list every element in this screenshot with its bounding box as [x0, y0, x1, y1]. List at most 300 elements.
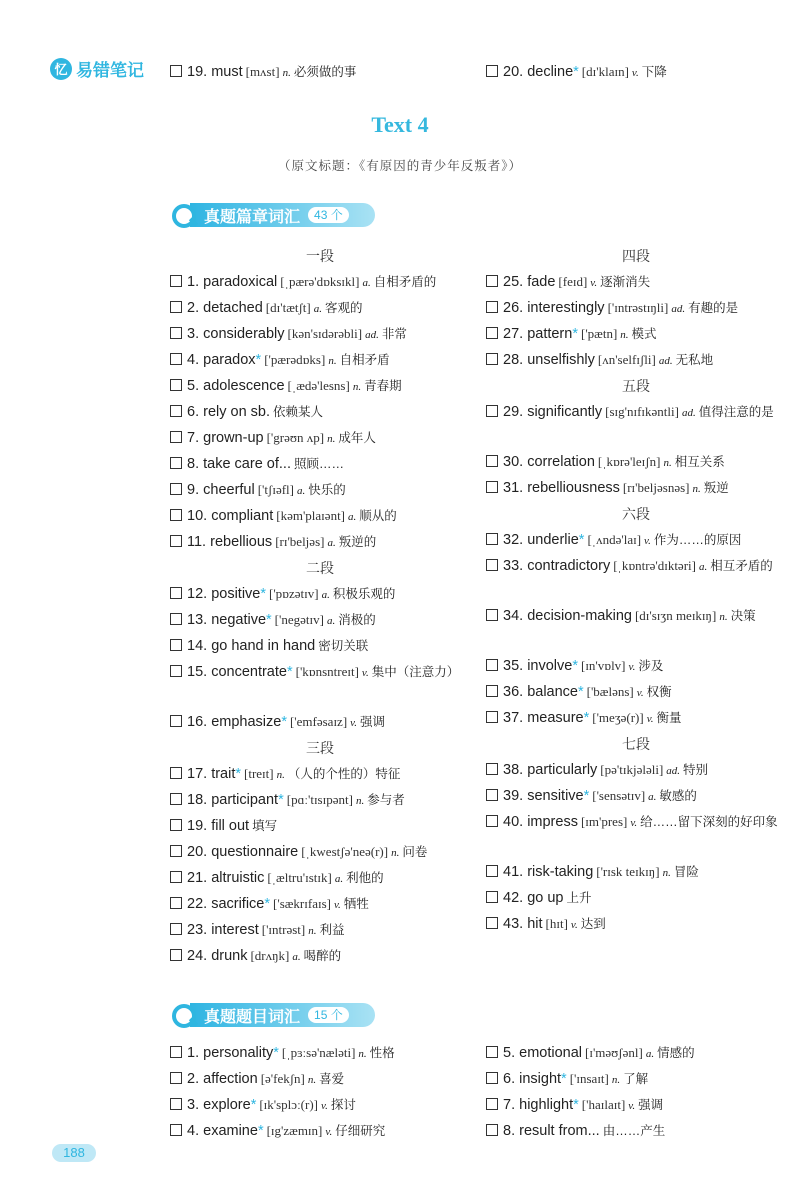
vocab-item: [486, 271, 786, 294]
paragraph-label: 七段: [622, 736, 650, 752]
part-of-speech: ad.: [658, 355, 673, 367]
meaning: 决策: [730, 609, 756, 623]
vocab-word: take care of...: [203, 456, 291, 472]
phonetic: [ˌædə'lesns]: [287, 378, 350, 393]
item-number: 36.: [503, 684, 528, 700]
meaning: 叛逆: [703, 481, 729, 495]
item-number: 34.: [503, 608, 528, 624]
checkbox[interactable]: [486, 789, 498, 801]
vocab-item: [170, 427, 470, 450]
meaning: 自相矛盾的: [373, 275, 437, 289]
star-icon: *: [578, 532, 585, 548]
part-of-speech: a.: [648, 791, 657, 803]
checkbox[interactable]: [486, 609, 498, 621]
meaning: 喜爱: [319, 1072, 345, 1086]
vocab-item: [486, 681, 786, 704]
phonetic: [mʌst]: [245, 64, 280, 79]
vocab-word: adolescence: [203, 378, 285, 394]
phonetic: [pə'tɪkjələli]: [600, 762, 664, 777]
vocab-word: cheerful: [203, 482, 255, 498]
item-number: 40.: [503, 814, 528, 830]
checkbox[interactable]: [486, 711, 498, 723]
meaning: 填写: [252, 819, 278, 833]
vocab-word: personality: [203, 1045, 274, 1061]
item-number: 18.: [187, 792, 212, 808]
page-subtitle: （原文标题：《有原因的青少年反叛者》）: [277, 159, 522, 173]
star-icon: *: [255, 352, 262, 368]
item-number: 28.: [503, 352, 528, 368]
part-of-speech: ad.: [666, 765, 681, 777]
checkbox[interactable]: [170, 405, 182, 417]
item-number: 17.: [187, 766, 212, 782]
meaning: 作为……的原因: [653, 533, 742, 547]
checkbox[interactable]: [486, 865, 498, 877]
item-number: 42.: [503, 890, 528, 906]
meaning: 无私地: [675, 353, 714, 367]
checkbox[interactable]: [170, 613, 182, 625]
star-icon: *: [235, 766, 242, 782]
part-of-speech: v.: [325, 1126, 333, 1138]
vocab-word: rely on sb.: [203, 404, 271, 420]
meaning: 权衡: [646, 685, 672, 699]
part-of-speech: a.: [362, 277, 371, 289]
checkbox[interactable]: [170, 871, 182, 883]
part-of-speech: v.: [350, 717, 357, 729]
checkbox[interactable]: [170, 1124, 182, 1136]
vocab-word: grown-up: [203, 430, 264, 446]
star-icon: *: [250, 1097, 257, 1113]
checkbox[interactable]: [170, 767, 182, 779]
item-number: 11.: [187, 534, 211, 550]
meaning: 参与者: [367, 793, 405, 807]
item-number: 3.: [187, 326, 204, 342]
vocab-word: balance: [527, 684, 578, 700]
vocab-word: emphasize: [211, 714, 282, 730]
meaning: 问卷: [402, 845, 428, 859]
phonetic: [ɪn'vɒlv]: [580, 658, 626, 673]
checkbox[interactable]: [486, 659, 498, 671]
meaning: 相互关系: [674, 455, 725, 469]
vocab-item: [170, 375, 470, 398]
part-of-speech: v.: [628, 661, 636, 673]
star-icon: *: [273, 1045, 279, 1061]
checkbox[interactable]: [486, 327, 498, 339]
vocab-word: decline: [527, 64, 574, 80]
vocab-word: rebellious: [210, 534, 273, 550]
meaning: 上升: [566, 891, 592, 905]
vocab-item: [170, 479, 470, 502]
vocab-item: [486, 401, 786, 424]
vocab-word: result from...: [519, 1123, 600, 1139]
checkbox[interactable]: [170, 301, 182, 313]
checkbox[interactable]: [486, 533, 498, 545]
item-number: 21.: [187, 870, 212, 886]
phonetic: [kəm'plaɪənt]: [276, 508, 346, 523]
vocab-word: negative: [211, 612, 267, 628]
star-icon: *: [572, 326, 578, 342]
vocab-word: examine: [203, 1123, 258, 1139]
checkbox[interactable]: [170, 509, 182, 521]
checkbox[interactable]: [170, 845, 182, 857]
vocab-item: [170, 505, 470, 528]
phonetic: ['tʃɪəfl]: [257, 482, 294, 497]
vocab-item: [486, 811, 786, 834]
checkbox[interactable]: [170, 715, 182, 727]
phonetic: ['meʒə(r)]: [592, 710, 644, 725]
vocab-item: [170, 1120, 470, 1143]
checkbox[interactable]: [170, 819, 182, 831]
part-of-speech: a.: [348, 511, 357, 523]
vocab-item: [486, 477, 786, 500]
vocab-word: underlie: [527, 532, 579, 548]
checkbox[interactable]: [170, 1098, 182, 1110]
checkbox[interactable]: [486, 65, 498, 77]
meaning: 利益: [319, 923, 345, 937]
phonetic: ['kɒnsntreɪt]: [295, 664, 359, 679]
part-of-speech: v.: [646, 713, 654, 725]
vocab-word: sacrifice: [211, 896, 265, 912]
vocab-word: interest: [211, 922, 259, 938]
item-number: 6.: [187, 404, 204, 420]
vocab-item: [170, 841, 470, 864]
item-number: 29.: [503, 404, 528, 420]
vocab-word: paradox: [203, 352, 256, 368]
vocab-item: [170, 271, 470, 294]
part-of-speech: n.: [327, 433, 336, 445]
vocab-word: go hand in hand: [211, 638, 316, 654]
item-number: 6.: [503, 1071, 520, 1087]
meaning: 牺牲: [343, 897, 369, 911]
checkbox[interactable]: [486, 301, 498, 313]
star-icon: *: [281, 714, 287, 730]
part-of-speech: v.: [631, 67, 639, 79]
item-number: 1.: [187, 1045, 204, 1061]
vocab-item: [170, 583, 470, 606]
vocab-word: affection: [203, 1071, 258, 1087]
vocab-item: [170, 61, 470, 84]
checkbox[interactable]: [170, 665, 182, 677]
vocab-item: [486, 785, 786, 808]
part-of-speech: ad.: [365, 329, 379, 341]
vocab-item: [170, 919, 470, 942]
vocab-item: [170, 609, 470, 632]
phonetic: [ˌæltru'ɪstɪk]: [267, 870, 332, 885]
vocab-word: particularly: [527, 762, 598, 778]
meaning: 冒险: [673, 865, 699, 879]
checkbox[interactable]: [170, 793, 182, 805]
item-number: 25.: [503, 274, 528, 290]
checkbox[interactable]: [486, 559, 498, 571]
star-icon: *: [573, 64, 579, 80]
vocab-item: [170, 945, 470, 968]
meaning: 非常: [381, 327, 407, 341]
vocab-word: positive: [211, 586, 261, 602]
part-of-speech: n.: [358, 1048, 367, 1060]
vocab-item: [486, 451, 786, 474]
phonetic: ['bæləns]: [586, 684, 634, 699]
phonetic: [treɪt]: [244, 766, 274, 781]
phonetic: ['rɪsk teɪkɪŋ]: [596, 864, 660, 879]
item-number: 26.: [503, 300, 528, 316]
part-of-speech: v.: [333, 899, 341, 911]
checkbox[interactable]: [486, 405, 498, 417]
part-of-speech: v.: [570, 919, 578, 931]
meaning: 逐渐消失: [600, 275, 651, 289]
phonetic: ['ɪntrəst]: [261, 922, 306, 937]
vocab-item: [170, 1094, 470, 1117]
checkbox[interactable]: [486, 685, 498, 697]
vocab-word: rebelliousness: [527, 480, 620, 496]
star-icon: *: [260, 586, 267, 602]
phonetic: [ˌkɒntrə'dɪktəri]: [613, 558, 696, 573]
checkbox[interactable]: [486, 763, 498, 775]
item-number: 7.: [187, 430, 204, 446]
part-of-speech: v.: [321, 1100, 328, 1112]
meaning: 积极乐观的: [332, 587, 396, 601]
phonetic: [ˌpærə'dɒksɪkl]: [280, 274, 360, 289]
item-number: 8.: [187, 456, 204, 472]
phonetic: [feɪd]: [558, 274, 588, 289]
meaning: 消极的: [338, 613, 376, 627]
checkbox[interactable]: [170, 457, 182, 469]
phonetic: [kən'sɪdərəbli]: [287, 326, 363, 341]
checkbox[interactable]: [170, 379, 182, 391]
meaning: 成年人: [338, 431, 376, 445]
vocab-word: paradoxical: [203, 274, 278, 290]
item-number: 38.: [503, 762, 528, 778]
checkbox[interactable]: [486, 1072, 498, 1084]
checkbox[interactable]: [486, 455, 498, 467]
vocab-word: insight: [519, 1071, 562, 1087]
meaning: 情感的: [657, 1046, 695, 1060]
star-icon: *: [286, 664, 293, 680]
checkbox[interactable]: [486, 1098, 498, 1110]
phonetic: [rɪ'beljəsnəs]: [622, 480, 690, 495]
part-of-speech: n.: [352, 381, 362, 393]
checkbox[interactable]: [170, 327, 182, 339]
phonetic: ['ɪnsaɪt]: [569, 1071, 609, 1086]
vocab-item: [486, 1094, 786, 1117]
vocab-item: [170, 763, 470, 786]
item-number: 7.: [503, 1097, 520, 1113]
item-number: 13.: [187, 612, 212, 628]
vocab-item: [486, 555, 786, 578]
checkbox[interactable]: [170, 353, 182, 365]
vocab-item: [486, 861, 786, 884]
checkbox[interactable]: [170, 275, 182, 287]
item-number: 2.: [187, 1071, 204, 1087]
part-of-speech: a.: [326, 615, 336, 627]
vocab-word: explore: [203, 1097, 251, 1113]
item-number: 15.: [187, 664, 212, 680]
item-number: 16.: [187, 714, 212, 730]
part-of-speech: n.: [328, 355, 337, 367]
checkbox[interactable]: [486, 815, 498, 827]
checkbox[interactable]: [170, 431, 182, 443]
phonetic: [hɪt]: [545, 916, 568, 931]
item-number: 4.: [187, 352, 204, 368]
phonetic: [dɪ'klaɪn]: [581, 64, 629, 79]
checkbox[interactable]: [170, 65, 182, 77]
vocab-word: altruistic: [211, 870, 265, 886]
meaning: 性格: [369, 1046, 395, 1060]
meaning: 模式: [631, 327, 657, 341]
meaning: （人的个性的）特征: [287, 767, 401, 781]
phonetic: [sɪg'nɪfɪkəntli]: [605, 404, 679, 419]
vocab-word: go up: [527, 890, 564, 906]
part-of-speech: v.: [361, 667, 369, 679]
vocab-item: [486, 61, 786, 84]
item-number: 41.: [503, 864, 528, 880]
vocab-word: trait: [211, 766, 236, 782]
meaning: 给……留下深刻的好印象: [640, 815, 778, 829]
checkbox[interactable]: [486, 917, 498, 929]
vocab-item: [170, 711, 470, 734]
vocab-word: pattern: [527, 326, 573, 342]
star-icon: *: [573, 1097, 579, 1113]
part-of-speech: n.: [692, 483, 701, 495]
meaning: 强调: [638, 1098, 664, 1112]
vocab-item: [486, 887, 786, 909]
item-number: 14.: [187, 638, 212, 654]
brand-icon: 忆: [50, 58, 72, 80]
checkbox[interactable]: [170, 639, 182, 651]
phonetic: ['ɪntrəstɪŋli]: [607, 300, 669, 315]
star-icon: *: [266, 612, 272, 628]
vocab-item: [170, 297, 470, 320]
vocab-word: impress: [527, 814, 578, 830]
meaning: 青春期: [364, 379, 402, 393]
vocab-word: unselfishly: [527, 352, 595, 368]
vocab-word: detached: [203, 300, 263, 316]
vocab-word: decision-making: [527, 608, 632, 624]
checkbox[interactable]: [486, 891, 498, 903]
phonetic: ['emfəsaɪz]: [289, 714, 348, 729]
vocab-item: [170, 453, 470, 475]
checkbox[interactable]: [170, 535, 182, 547]
phonetic: [rɪ'beljəs]: [275, 534, 325, 549]
meaning: 有趣的是: [688, 301, 739, 315]
part-of-speech: v.: [590, 277, 598, 289]
vocab-word: concentrate: [211, 664, 287, 680]
checkbox[interactable]: [170, 1046, 182, 1058]
meaning: 集中（注意力）: [371, 665, 460, 679]
phonetic: [dɪ'sɪʒn meɪkɪŋ]: [634, 608, 717, 623]
vocab-item: [170, 789, 470, 812]
vocab-item: [170, 815, 470, 837]
checkbox[interactable]: [170, 923, 182, 935]
meaning: 喝醉的: [303, 949, 342, 963]
top-vocab-row: [0, 61, 800, 83]
item-number: 32.: [503, 532, 528, 548]
checkbox[interactable]: [486, 481, 498, 493]
phonetic: [ɪ'məʊʃənl]: [585, 1045, 643, 1060]
paragraph-label: 二段: [306, 560, 334, 576]
meaning: 密切关联: [318, 639, 369, 653]
item-number: 12.: [187, 586, 212, 602]
vocab-word: participant: [211, 792, 279, 808]
checkbox[interactable]: [170, 483, 182, 495]
item-number: 33.: [503, 558, 528, 574]
phonetic: [ˌpɜːsə'næləti]: [281, 1045, 356, 1060]
vocab-item: [486, 605, 786, 628]
part-of-speech: n.: [282, 67, 291, 79]
checkbox[interactable]: [170, 897, 182, 909]
vocab-item: [170, 531, 470, 554]
vocab-word: hit: [527, 916, 543, 932]
phonetic: [dɪ'tætʃt]: [265, 300, 311, 315]
part-of-speech: a.: [327, 537, 336, 549]
checkbox[interactable]: [486, 1046, 498, 1058]
vocab-item: [486, 707, 786, 730]
part-of-speech: a.: [313, 303, 322, 315]
vocab-item: [486, 323, 786, 346]
section-title: 真题题目词汇: [204, 1008, 301, 1026]
meaning: 叛逆的: [338, 535, 377, 549]
paragraph-label: 三段: [306, 740, 334, 756]
part-of-speech: n.: [663, 457, 672, 469]
part-of-speech: a.: [321, 589, 330, 601]
vocab-item: [170, 867, 470, 890]
vocab-item: [170, 1042, 470, 1065]
magnifier-icon: [170, 202, 196, 228]
phonetic: [drʌŋk]: [250, 948, 290, 963]
checkbox[interactable]: [486, 353, 498, 365]
vocab-word: highlight: [519, 1097, 574, 1113]
meaning: 下降: [641, 65, 667, 79]
checkbox[interactable]: [486, 275, 498, 287]
item-number: 39.: [503, 788, 528, 804]
vocab-word: drunk: [211, 948, 248, 964]
paragraph-label: 六段: [622, 506, 650, 522]
star-icon: *: [561, 1071, 567, 1087]
phonetic: [pɑː'tɪsɪpənt]: [286, 792, 353, 807]
part-of-speech: n.: [276, 769, 285, 781]
meaning: 仔细研究: [335, 1124, 386, 1138]
section-title: 真题篇章词汇: [204, 208, 301, 226]
part-of-speech: a.: [292, 951, 301, 963]
item-number: 19.: [187, 818, 212, 834]
meaning: 依赖某人: [273, 405, 324, 419]
vocab-word: compliant: [211, 508, 274, 524]
phonetic: [ʌn'selfɪʃli]: [597, 352, 656, 367]
part-of-speech: a.: [698, 561, 708, 573]
phonetic: [ˌʌndə'laɪ]: [587, 532, 642, 547]
part-of-speech: a.: [645, 1048, 655, 1060]
checkbox[interactable]: [170, 1072, 182, 1084]
meaning: 值得注意的是: [698, 405, 774, 419]
vocab-word: fill out: [211, 818, 250, 834]
item-number: 20.: [503, 64, 528, 80]
star-icon: *: [583, 710, 590, 726]
checkbox[interactable]: [170, 587, 182, 599]
vocab-item: [486, 1120, 786, 1142]
part-of-speech: n.: [719, 611, 728, 623]
section-header-passage-vocab: [170, 202, 375, 228]
vocab-word: interestingly: [527, 300, 605, 316]
phonetic: ['pɒzətɪv]: [269, 586, 319, 601]
vocab-word: sensitive: [527, 788, 584, 804]
item-number: 9.: [187, 482, 204, 498]
vocab-item: [170, 401, 470, 423]
item-number: 37.: [503, 710, 528, 726]
phonetic: ['negətɪv]: [274, 612, 324, 627]
vocab-word: must: [211, 64, 243, 80]
part-of-speech: n.: [307, 1074, 317, 1086]
checkbox[interactable]: [486, 1124, 498, 1136]
checkbox[interactable]: [170, 949, 182, 961]
meaning: 强调: [360, 715, 386, 729]
